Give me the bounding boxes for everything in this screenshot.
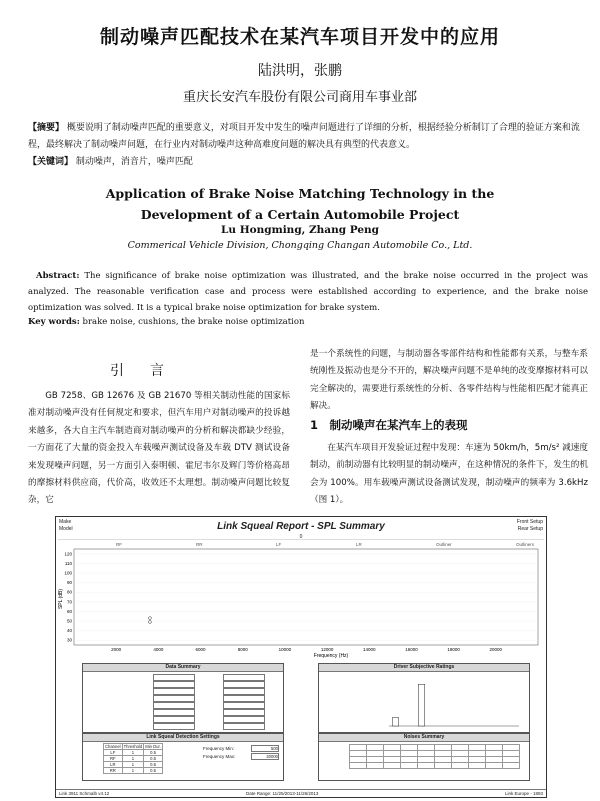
link-header: Channel	[105, 744, 121, 749]
y-tick-label: 100	[64, 570, 72, 576]
driver-ratings-title: Driver Subjective Ratings	[319, 664, 529, 672]
noises-table	[349, 744, 520, 769]
data-point	[149, 617, 152, 620]
paper-title-cn: 制动噪声匹配技术在某汽车项目开发中的应用	[99, 26, 500, 48]
freq-min-label: Frequency Min:	[203, 746, 235, 751]
front-setup-label: Front Setup	[516, 519, 543, 525]
link-cell: LR	[104, 762, 123, 768]
abstract-cn-label: 【摘要】	[28, 123, 65, 133]
keywords-en-label: Key words:	[28, 317, 80, 327]
abstract-cn	[28, 120, 588, 154]
abstract-en	[28, 268, 588, 316]
authors-en: Lu Hongming, Zhang Peng	[221, 224, 379, 236]
y-tick-label: 70	[66, 599, 72, 605]
footer-left: Link 3911 Schmalb v4.12	[59, 791, 110, 796]
y-tick-label: 80	[66, 589, 72, 595]
summary-field	[153, 695, 195, 702]
link-row	[104, 756, 163, 762]
link-header: Min Dur.	[145, 744, 161, 749]
summary-field	[223, 709, 265, 716]
summary-field	[223, 716, 265, 723]
column-label: Outliners	[516, 542, 535, 547]
affiliation-en: Commerical Vehicle Division, Chongqing Changan Automobile Co., Ltd.	[127, 240, 473, 251]
x-tick-label: 6000	[195, 647, 206, 652]
rating-bar	[392, 718, 399, 726]
keywords-en-text: brake noise, cushions, the brake noise optimization	[82, 317, 305, 327]
report-footer	[56, 789, 546, 797]
link-cell: 0.5	[144, 768, 163, 774]
report-title: Link Squeal Report - SPL Summary	[217, 521, 385, 532]
link-settings-table	[103, 743, 163, 774]
report-subtitle: 0	[299, 534, 303, 540]
affiliation-cn: 重庆长安汽车股份有限公司商用车事业部	[182, 90, 417, 105]
column-label: LF	[276, 542, 282, 547]
make-label: Make	[59, 519, 72, 525]
authors-cn: 陆洪明，张鹏	[258, 63, 342, 79]
link-cell: 1	[122, 762, 144, 768]
summary-field	[223, 695, 265, 702]
y-tick-label: 110	[64, 560, 72, 566]
link-cell: RR	[104, 768, 123, 774]
summary-field	[153, 709, 195, 716]
section-1-paragraph: 在某汽车项目开发验证过程中发现：车速为 50km/h，5m/s² 减速度制动，前制动器有比较明显的制动噪声，在这种情况的条件下，发生的机会为 100%。用车载噪声测试设备测试发现，制动噪声的频率为 3.6kHz（图 1）。	[310, 443, 588, 506]
noises-summary-title: Noises Summary	[319, 734, 529, 742]
y-tick-label: 60	[66, 608, 72, 614]
summary-field	[153, 674, 195, 681]
keywords-en	[28, 317, 304, 327]
paper-title-en	[0, 183, 600, 225]
column-label: RF	[116, 542, 122, 547]
keywords-cn	[28, 154, 193, 167]
driver-ratings-chart	[319, 672, 529, 730]
footer-right: Link Europe - 1893	[504, 791, 543, 796]
link-cell: 0.5	[144, 756, 163, 762]
link-cell: 1	[122, 756, 144, 762]
en-title-line2: Development of a Certain Automobile Project	[140, 207, 460, 222]
summary-field	[153, 716, 195, 723]
abstract-en-text: The significance of brake noise optimization was illustrated, and the brake noise occurred in the project was analyzed. The reasonable verification case and process were established according to experience, and the brake noise optimization was solved. It is a typical brake noise optimization for brake system.	[28, 271, 589, 313]
link-cell: RF	[104, 756, 123, 762]
noises-summary-panel	[318, 733, 530, 781]
link-row	[104, 768, 163, 774]
plot-area	[64, 549, 538, 652]
section-1-heading: 1 制动噪声在某汽车上的表现	[310, 418, 468, 432]
x-tick-label: 16000	[405, 647, 418, 652]
y-tick-label: 120	[64, 551, 72, 557]
footer-mid: Date Range: 11/25/2013-11/26/2013	[246, 791, 319, 796]
freq-max-value: 20000	[251, 753, 279, 760]
summary-field	[153, 681, 195, 688]
data-summary-title: Data Summary	[83, 664, 283, 672]
right-column-top	[310, 346, 588, 416]
x-tick-label: 14000	[363, 647, 376, 652]
summary-field	[223, 723, 265, 730]
en-title-line1: Application of Brake Noise Matching Technology in the	[105, 186, 495, 201]
link-row	[104, 750, 163, 756]
y-axis-label: SPL (dB)	[58, 588, 64, 610]
link-cell: 0.5	[144, 750, 163, 756]
data-summary-panel	[82, 663, 284, 733]
y-tick-label: 90	[66, 580, 72, 586]
link-row	[104, 762, 163, 768]
model-label: Model	[59, 526, 73, 532]
summary-field	[223, 702, 265, 709]
intro-paragraph: GB 7258、GB 12676 及 GB 21670 等相关制动性能的国家标准对制动噪声没有任何规定和要求，但汽车用户对制动噪声的投诉越来越多，各大自主汽车制造商对制动噪声的分析和解决都缺少经验，一方面花了大量的资金投入车载噪声测试设备及车载 DTV 测试设备来发现噪声问题，另一方面引入泰明顿、霍尼韦尔及辉门等价格高昂的摩擦材料供应商，代价高，收效还不太理想。制动噪声问题比较复杂，它	[28, 391, 290, 506]
spl-scatter-plot	[56, 539, 546, 659]
abstract-en-label: Abstract:	[36, 271, 80, 281]
summary-field	[223, 674, 265, 681]
rear-setup-label: Rear Setup	[517, 526, 543, 532]
right-paragraph-1: 是一个系统性的问题，与制动器各零部件结构和性能都有关系，与整车系统刚性及振动也是分不开的，解决噪声问题不是单纯的改变摩擦材料可以完全解决的，需要进行系统性的分析、各零件结构与性能相匹配才能真正解决。	[310, 349, 588, 412]
link-cell: 0.5	[144, 762, 163, 768]
figure-1-report	[55, 516, 547, 798]
y-tick-label: 30	[66, 637, 72, 643]
x-tick-label: 10000	[278, 647, 292, 652]
link-cell: 1	[122, 750, 144, 756]
summary-field	[223, 681, 265, 688]
summary-field	[153, 702, 195, 709]
x-tick-label: 12000	[320, 647, 334, 652]
intro-column	[28, 388, 290, 510]
y-tick-label: 40	[66, 628, 72, 634]
x-tick-label: 4000	[153, 647, 164, 652]
y-tick-label: 50	[66, 618, 72, 624]
summary-field	[153, 723, 195, 730]
summary-field	[223, 688, 265, 695]
column-label: RR	[196, 542, 203, 547]
x-tick-label: 20000	[489, 647, 503, 652]
abstract-cn-text: 概要说明了制动噪声匹配的重要意义，对项目开发中发生的噪声问题进行了详细的分析，根据经验分析制订了合理的验证方案和流程，最终解决了制动噪声问题，在行业内对制动噪声这种高难度问题的解决具有典型的代表意义。	[28, 123, 580, 150]
x-tick-label: 8000	[237, 647, 248, 652]
rating-bar	[418, 684, 425, 726]
right-column-bottom	[310, 440, 588, 510]
x-axis-label: Frequency (Hz)	[313, 653, 349, 659]
freq-max-label: Frequency Max:	[203, 754, 236, 759]
link-settings-panel	[82, 733, 284, 781]
freq-min-value: 500	[251, 745, 279, 752]
x-tick-label: 2000	[111, 647, 122, 652]
column-labels	[116, 542, 535, 547]
intro-heading: 引言	[110, 363, 190, 379]
summary-field	[153, 688, 195, 695]
link-header: Threshold	[123, 744, 143, 749]
driver-ratings-panel	[318, 663, 530, 733]
column-label: LR	[356, 542, 362, 547]
x-tick-label: 18000	[447, 647, 460, 652]
link-cell: 1	[122, 768, 144, 774]
keywords-cn-text: 制动噪声，消音片，噪声匹配	[75, 157, 193, 167]
link-settings-title: Link Squeal Detection Settings	[83, 734, 283, 742]
keywords-cn-label: 【关键词】	[28, 157, 74, 167]
link-cell: LF	[104, 750, 123, 756]
column-label: Outliner	[436, 542, 452, 547]
